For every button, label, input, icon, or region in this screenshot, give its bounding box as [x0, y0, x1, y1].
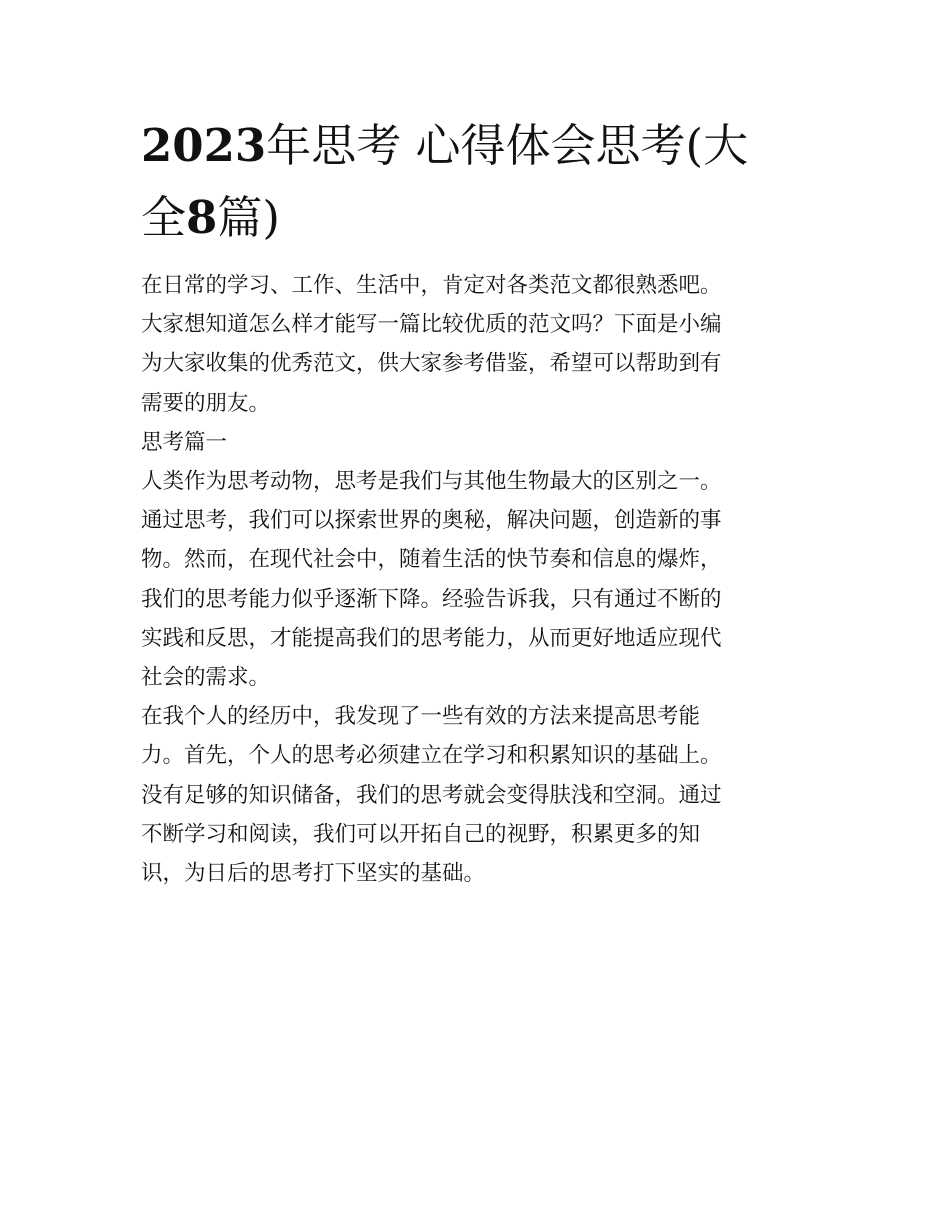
intro-line: 为大家收集的优秀范文，供大家参考借鉴，希望可以帮助到有 — [141, 351, 722, 377]
title-text: 年思考 心得体会思考(大 — [266, 119, 749, 172]
paragraph-line: 在我个人的经历中，我发现了一些有效的方法来提高思考能 — [141, 704, 701, 730]
document-content — [141, 110, 813, 893]
paragraph-line: 不断学习和阅读，我们可以开拓自己的视野，积累更多的知 — [141, 821, 701, 847]
intro-line: 需要的朋友。 — [141, 390, 271, 416]
paragraph-line: 没有足够的知识储备，我们的思考就会变得肤浅和空洞。通过 — [141, 782, 722, 808]
title-year: 2023 — [141, 119, 267, 172]
paragraph-line: 力。首先，个人的思考必须建立在学习和积累知识的基础上。 — [141, 743, 722, 769]
paragraph-line: 识，为日后的思考打下坚实的基础。 — [141, 861, 486, 887]
title-count: 8 — [186, 191, 218, 244]
paragraph-line: 社会的需求。 — [141, 665, 271, 691]
title-text: 篇) — [217, 191, 280, 244]
section-heading: 思考篇一 — [141, 429, 228, 455]
paragraph-line: 通过思考，我们可以探索世界的奥秘，解决问题，创造新的事 — [141, 508, 722, 534]
title-text: 全 — [141, 191, 187, 244]
document-title — [141, 110, 813, 254]
paragraph-line: 我们的思考能力似乎逐渐下降。经验告诉我，只有通过不断的 — [141, 586, 722, 612]
paragraph-line: 人类作为思考动物，思考是我们与其他生物最大的区别之一。 — [141, 469, 722, 495]
paragraph-line: 实践和反思，才能提高我们的思考能力，从而更好地适应现代 — [141, 625, 722, 651]
title-line — [141, 110, 813, 182]
intro-line: 大家想知道怎么样才能写一篇比较优质的范文吗？下面是小编 — [141, 312, 722, 338]
title-line — [141, 182, 813, 254]
document-body — [141, 266, 813, 893]
intro-line: 在日常的学习、工作、生活中，肯定对各类范文都很熟悉吧。 — [141, 273, 722, 298]
paragraph-line: 物。然而，在现代社会中，随着生活的快节奏和信息的爆炸， — [141, 547, 722, 573]
